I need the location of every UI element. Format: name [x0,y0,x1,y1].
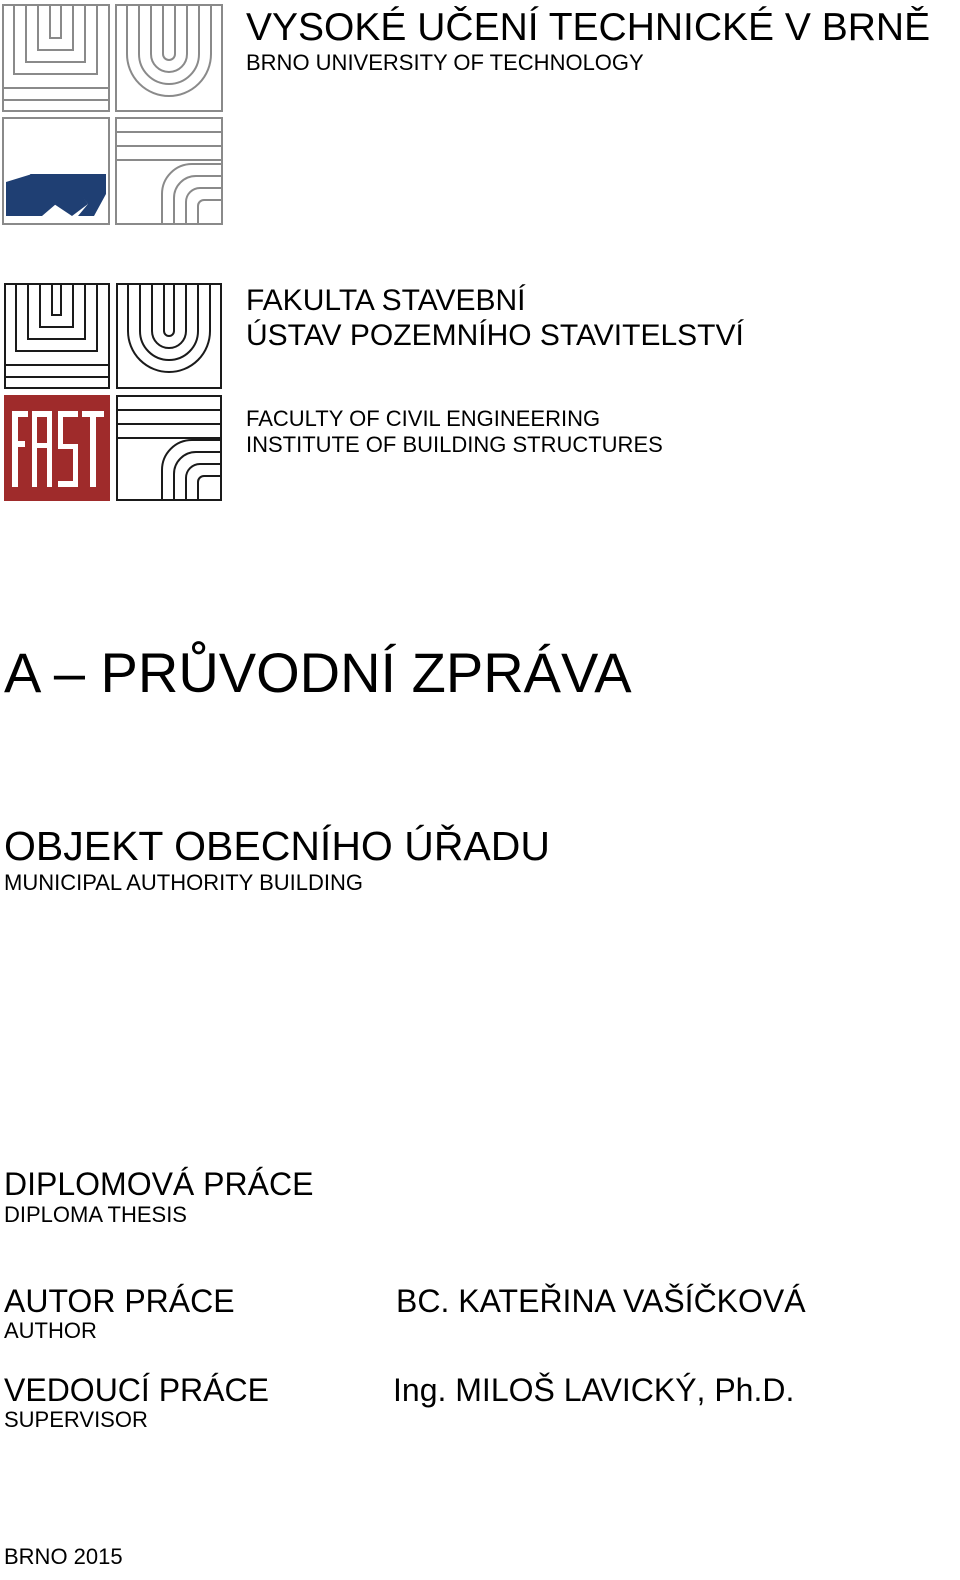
document-title: A – PRŮVODNÍ ZPRÁVA [4,641,632,704]
university-name-cz: VYSOKÉ UČENÍ TECHNICKÉ V BRNĚ [246,6,931,49]
project-name-cz: OBJEKT OBECNÍHO ÚŘADU [4,823,550,869]
university-name-en: BRNO UNIVERSITY OF TECHNOLOGY [246,50,644,75]
author-label-cz: AUTOR PRÁCE [4,1283,235,1319]
author-label-en: AUTHOR [4,1318,97,1343]
institute-name-en: INSTITUTE OF BUILDING STRUCTURES [246,432,663,457]
supervisor-name: Ing. MILOŠ LAVICKÝ, Ph.D. [393,1372,795,1408]
project-name-en: MUNICIPAL AUTHORITY BUILDING [4,870,363,895]
supervisor-label-cz: VEDOUCÍ PRÁCE [4,1372,269,1408]
thesis-type-cz: DIPLOMOVÁ PRÁCE [4,1166,314,1202]
vut-logo-icon [2,4,224,226]
institute-name-cz: ÚSTAV POZEMNÍHO STAVITELSTVÍ [246,319,744,352]
faculty-name-cz: FAKULTA STAVEBNÍ [246,284,526,317]
city-year: BRNO 2015 [4,1544,123,1569]
faculty-name-en: FACULTY OF CIVIL ENGINEERING [246,406,601,431]
supervisor-label-en: SUPERVISOR [4,1407,148,1432]
fast-logo-icon [4,283,222,503]
thesis-type-en: DIPLOMA THESIS [4,1202,187,1227]
author-name: BC. KATEŘINA VAŠÍČKOVÁ [396,1283,806,1319]
